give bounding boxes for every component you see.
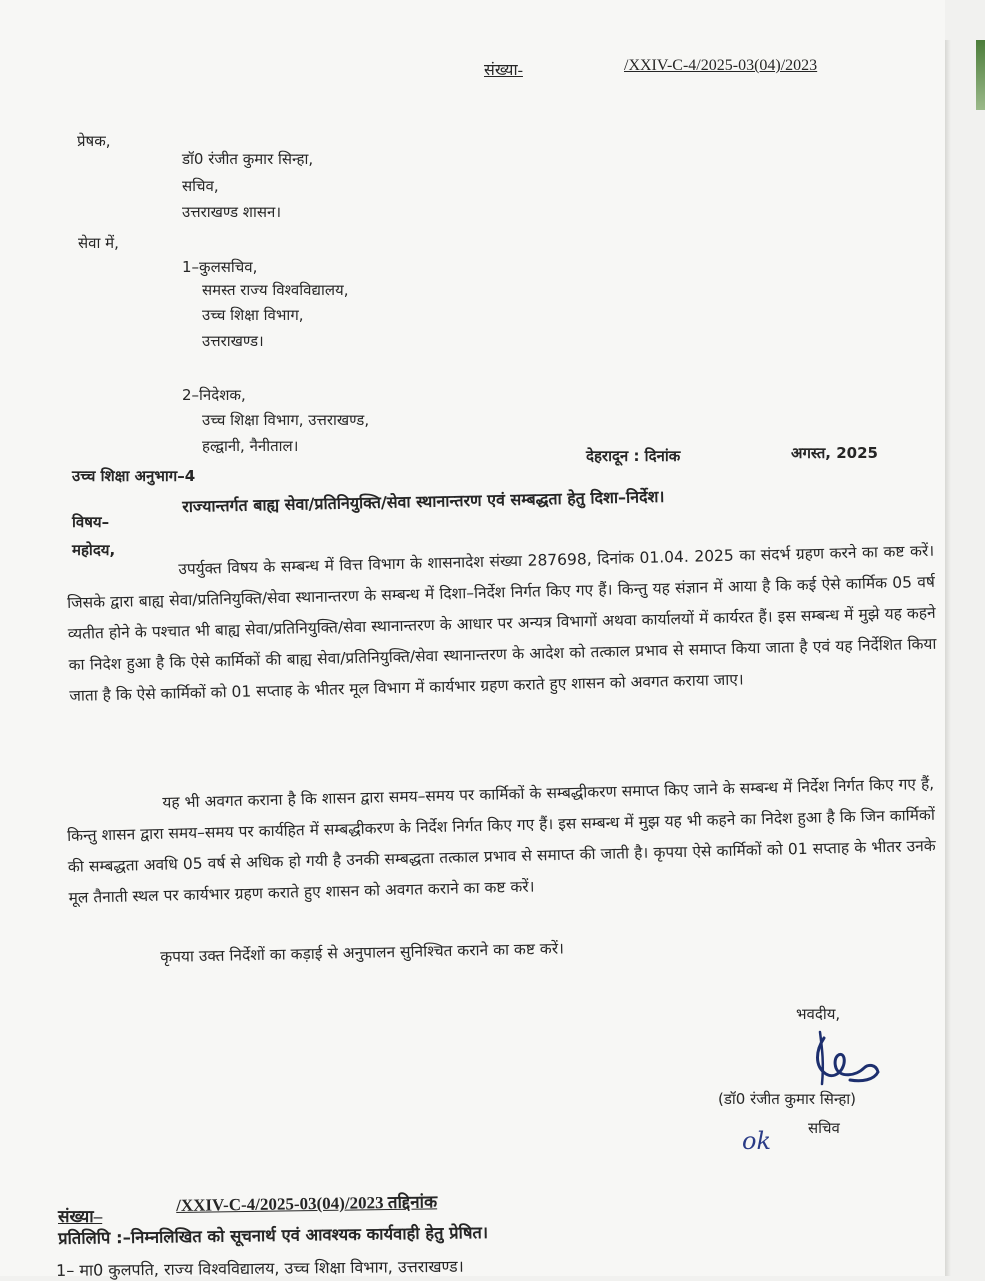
sender-label: प्रेषक, (77, 132, 111, 150)
body-paragraph-1-text: उपर्युक्त विषय के सम्बन्ध में वित्त विभाग के शासनादेश संख्या 287698, दिनांक 01.04. 2025 का संदर्भ ग्रहण करने का कष्ट करें। जिसके द्वारा बाह्य सेवा/प्रतिनियुक्ति/सेवा स्थानान्तरण के सम्बन्ध में दिशा–निर्देश निर्गत किए गए हैं। किन्तु यह संज्ञान में आया है कि कई ऐसे कार्मिक 05 वर्ष व्यतीत होने के पश्चात भी बाह्य सेवा/प्रतिनियुक्ति/सेवा स्थानान्तरण के आधार पर अन्यत्र विभागों अथवा कार्यालयों में कार्यरत हैं। इस सम्बन्ध में मुझे यह कहने का निदेश हुआ है कि ऐसे कार्मिकों की बाह्य सेवा/प्रतिनियुक्ति/सेवा स्थानान्तरण के आदेश को तत्काल प्रभाव से समाप्त किया जाता है एवं यह निर्देशित किया जाता है कि ऐसे कार्मिकों को 01 सप्ताह के भीतर मूल विभाग में कार्यभार ग्रहण कराते हुए शासन को अवगत कराया जाए। (66, 541, 937, 705)
ref-number: /XXIV-C-4/2025-03(04)/2023 (624, 57, 818, 74)
background-strip (976, 40, 985, 110)
section-name: उच्च शिक्षा अनुभाग–4 (72, 467, 196, 485)
signatory-designation: सचिव (808, 1119, 840, 1137)
ref-label: संख्या- (484, 62, 523, 79)
footer-ref-label: संख्या– (58, 1207, 103, 1226)
body-paragraph-2-text: यह भी अवगत कराना है कि शासन द्वारा समय–समय पर कार्मिकों के सम्बद्धीकरण समाप्त किए जाने के सम्बन्ध में निर्देश निर्गत किए गए हैं, किन्तु शासन द्वारा समय–समय पर कार्यहित में सम्बद्धीकरण के निर्देश निर्गत किए गए हैं। इस सम्बन्ध में मुझ यह भी कहने का निदेश हुआ है कि जिन कार्मिकों की सम्बद्धता अवधि 05 वर्ष से अधिक हो गयी है उनकी सम्बद्धता तत्काल प्रभाव से समाप्त की जाती है। कृपया ऐसे कार्मिकों को 01 सप्ताह के भीतर उनके मूल तैनाती स्थल पर कार्यभार ग्रहण कराते हुए शासन को अवगत कराने का कष्ट करें। (66, 774, 936, 907)
place-date: देहरादून : दिनांक (586, 447, 681, 465)
body-paragraph-3: कृपया उक्त निर्देशों का कड़ाई से अनुपालन सुनिश्चित कराने का कष्ट करें। (160, 939, 565, 966)
recipient-label: सेवा में, (78, 234, 119, 252)
footer-cut-line: 1– मा0 कुलपति, राज्य विश्वविद्यालय, उच्च शिक्षा विभाग, उत्तराखण्ड। (56, 1256, 464, 1280)
recipient-2-title: 2–निदेशक, (182, 386, 246, 404)
recipient-1-title: 1–कुलसचिव, (182, 258, 258, 276)
recipient-1-line4: उत्तराखण्ड। (202, 332, 264, 350)
sender-name: डॉ0 रंजीत कुमार सिन्हा, (182, 150, 314, 168)
sender-designation: सचिव, (182, 177, 219, 195)
body-paragraph-1 (66, 536, 938, 712)
sender-org: उत्तराखण्ड शासन। (182, 203, 282, 221)
salutation: महोदय, (72, 541, 116, 559)
signatory-name: (डॉ0 रंजीत कुमार सिन्हा) (718, 1090, 857, 1108)
footer-copy-line: प्रतिलिपि :–निम्नलिखित को सूचनार्थ एवं आवश्यक कार्यवाही हेतु प्रेषित। (58, 1222, 489, 1248)
recipient-2-line2: उच्च शिक्षा विभाग, उत्तराखण्ड, (202, 411, 370, 429)
subject-text: राज्यान्तर्गत बाह्य सेवा/प्रतिनियुक्ति/सेवा स्थानान्तरण एवं सम्बद्धता हेतु दिशा–निर्देश। (182, 486, 665, 516)
recipient-2-line3: हल्द्वानी, नैनीताल। (202, 437, 299, 455)
closing: भवदीय, (796, 1005, 841, 1023)
recipient-1-line3: उच्च शिक्षा विभाग, (202, 306, 304, 324)
footer-ref-number: /XXIV-C-4/2025-03(04)/2023 तद्दिनांक (176, 1192, 438, 1215)
subject-label: विषय– (72, 513, 110, 531)
recipient-1-line2: समस्त राज्य विश्वविद्यालय, (202, 281, 349, 299)
letter-month-year: अगस्त, 2025 (791, 444, 878, 462)
body-paragraph-2 (66, 769, 937, 914)
page-edge-shadow (945, 40, 951, 1276)
initials-mark: ok (742, 1127, 771, 1155)
